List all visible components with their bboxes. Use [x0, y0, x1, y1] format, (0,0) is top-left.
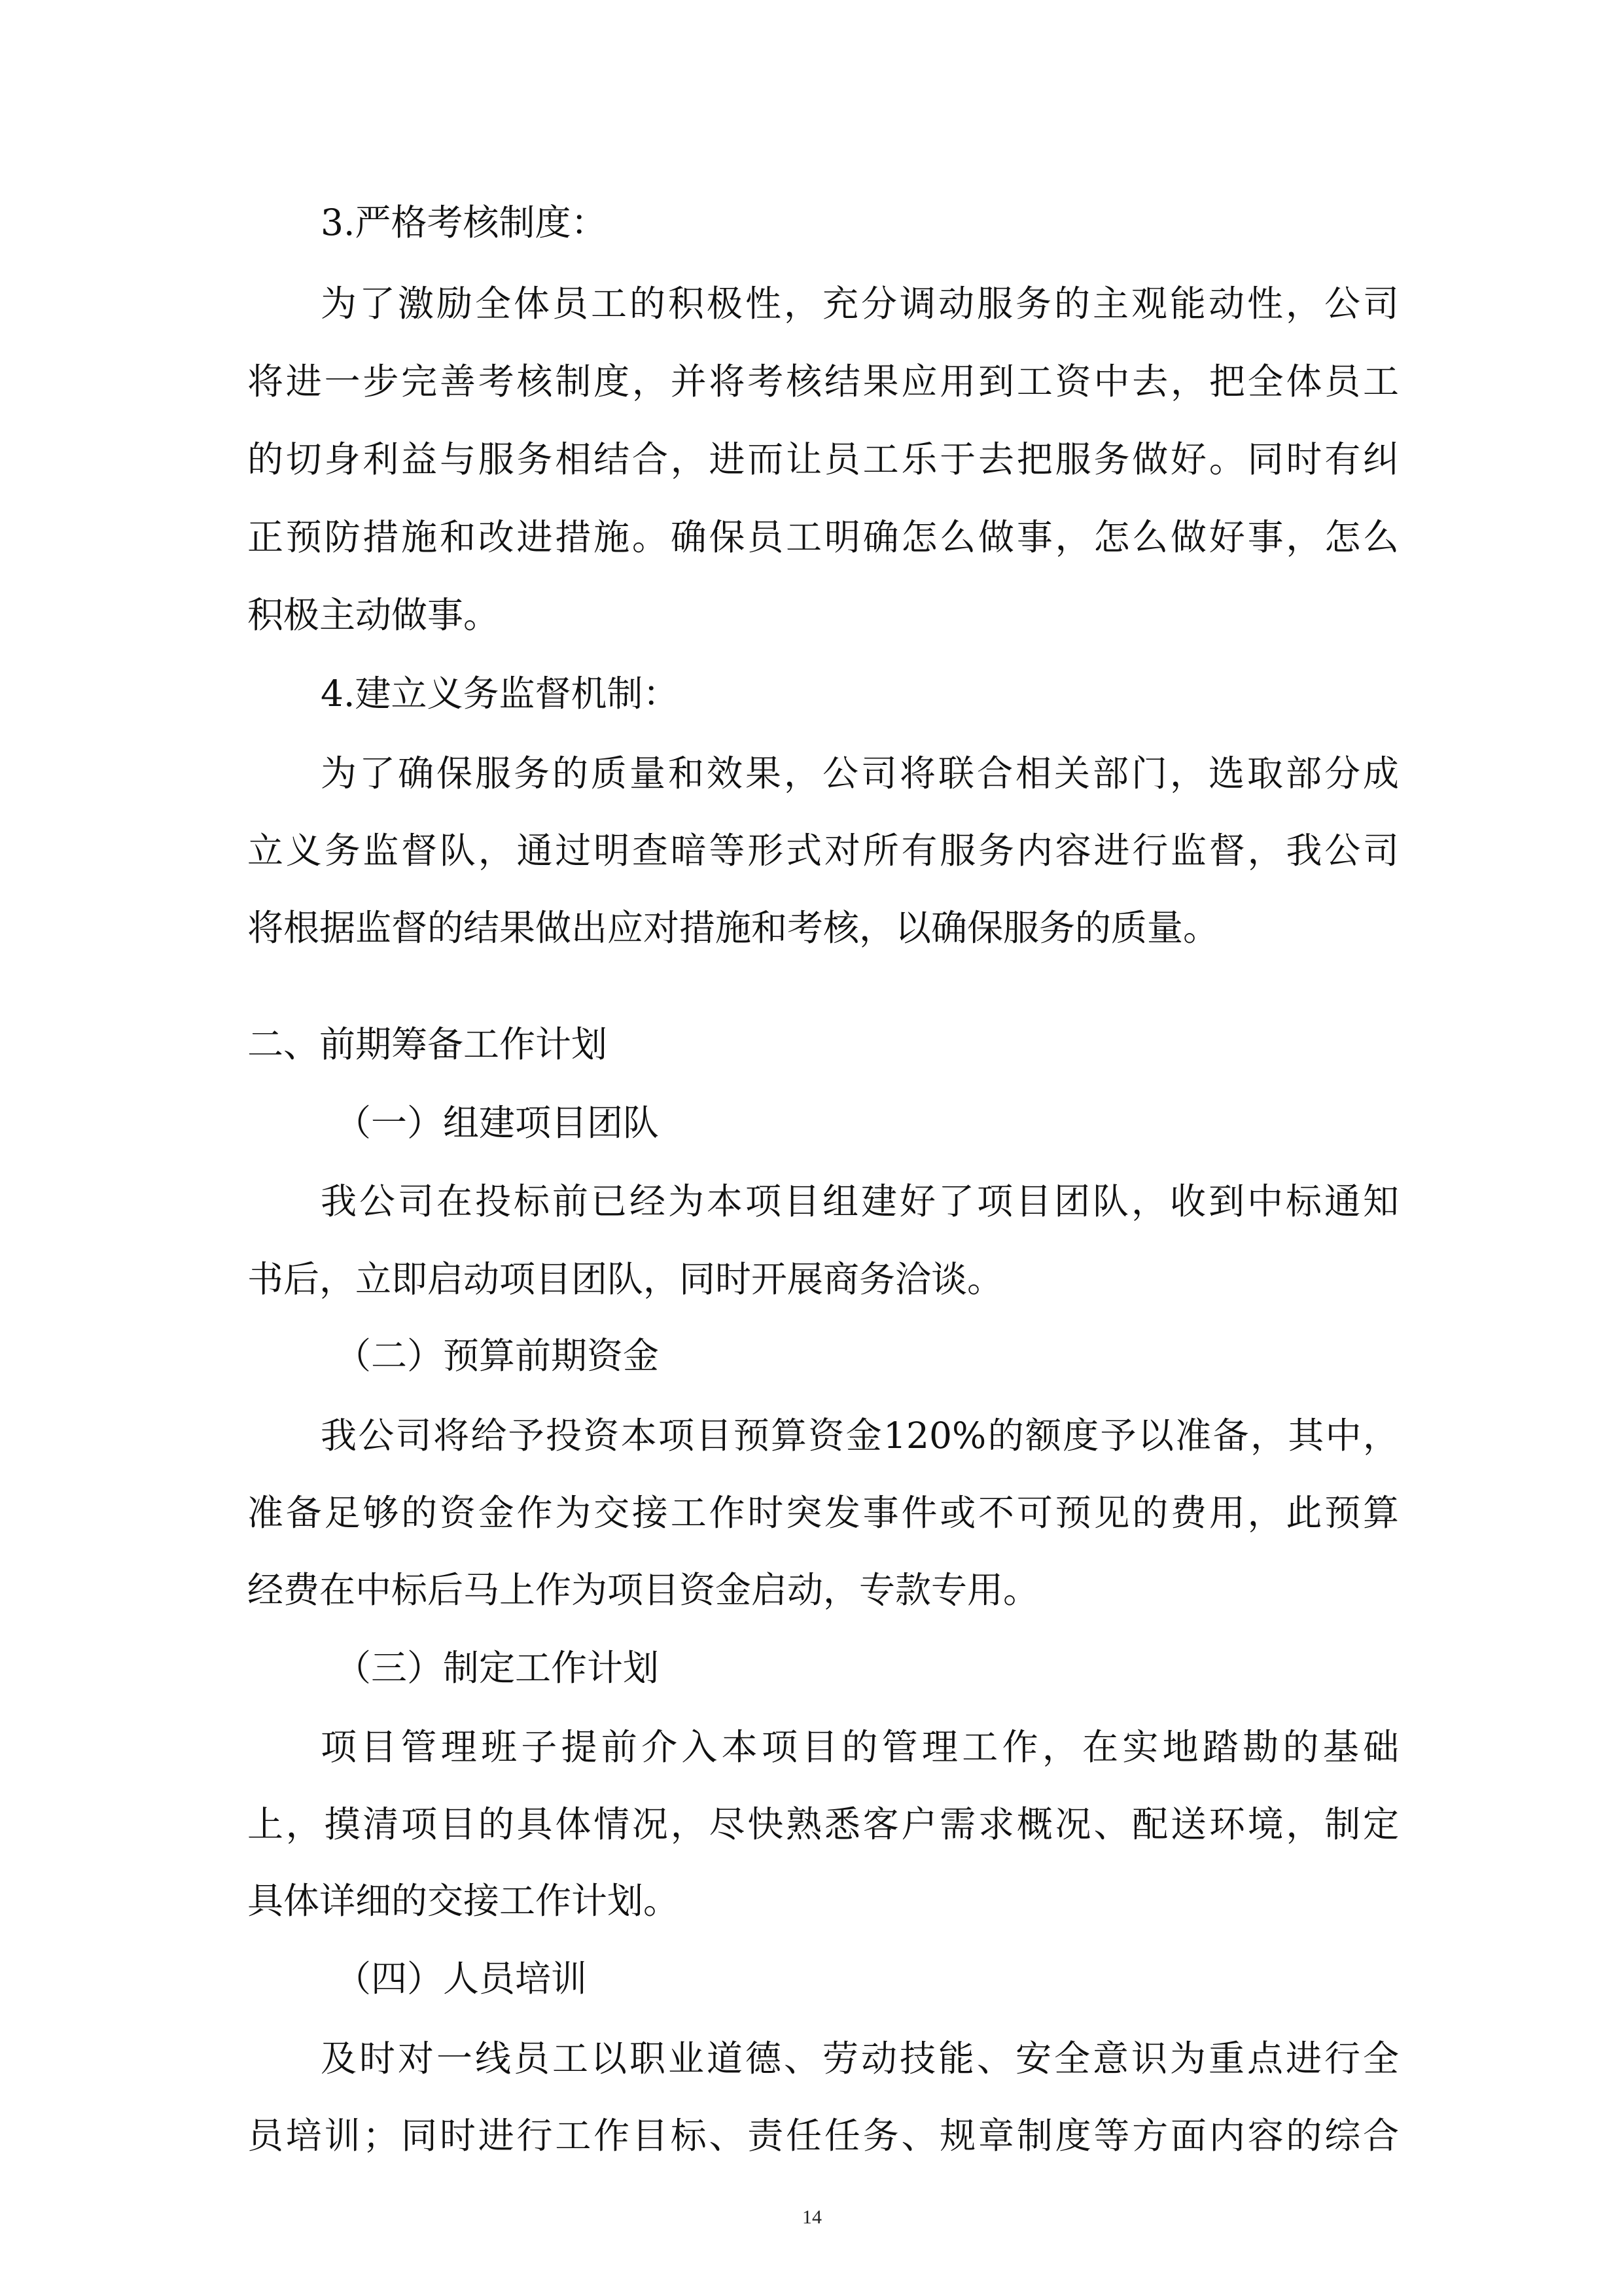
paragraph-line: 员培训；同时进行工作目标、责任任务、规章制度等方面内容的综合: [247, 2115, 1399, 2157]
paragraph-line: 的切身利益与服务相结合，进而让员工乐于去把服务做好。同时有纠: [247, 438, 1399, 480]
paragraph-line: 为了确保服务的质量和效果，公司将联合相关部门，选取部分成: [321, 752, 1399, 794]
paragraph-line: 我公司将给予投资本项目预算资金120%的额度予以准备，其中，: [321, 1415, 1399, 1457]
subheading-build-team: （一）组建项目团队: [335, 1102, 660, 1144]
subheading-staff-training: （四）人员培训: [335, 1958, 588, 2000]
subheading-work-plan: （三）制定工作计划: [335, 1647, 660, 1689]
page-number: 14: [802, 2206, 822, 2228]
heading-strict-assessment: 3.严格考核制度：: [321, 202, 607, 243]
paragraph-line: 及时对一线员工以职业道德、劳动技能、安全意识为重点进行全: [321, 2038, 1399, 2079]
subheading-budget-funds: （二）预算前期资金: [335, 1335, 660, 1377]
paragraph-line: 我公司在投标前已经为本项目组建好了项目团队，收到中标通知: [321, 1180, 1399, 1222]
paragraph-line: 经费在中标后马上作为项目资金启动，专款专用。: [247, 1569, 1040, 1611]
paragraph-line: 准备足够的资金作为交接工作时突发事件或不可预见的费用，此预算: [247, 1492, 1399, 1534]
paragraph-line: 将根据监督的结果做出应对措施和考核，以确保服务的质量。: [247, 907, 1220, 949]
heading-supervision-mechanism: 4.建立义务监督机制：: [321, 673, 679, 715]
section-heading-preparation-plan: 二、前期筹备工作计划: [247, 1023, 608, 1065]
paragraph-line: 为了激励全体员工的积极性，充分调动服务的主观能动性，公司: [321, 283, 1399, 325]
paragraph-line: 上，摸清项目的具体情况，尽快熟悉客户需求概况、配送环境，制定: [247, 1803, 1399, 1845]
paragraph-line: 具体详细的交接工作计划。: [247, 1880, 680, 1922]
paragraph-line: 立义务监督队，通过明查暗等形式对所有服务内容进行监督，我公司: [247, 830, 1399, 872]
paragraph-line: 正预防措施和改进措施。确保员工明确怎么做事，怎么做好事，怎么: [247, 516, 1399, 558]
paragraph-line: 积极主动做事。: [247, 594, 500, 636]
paragraph-line: 项目管理班子提前介入本项目的管理工作，在实地踏勘的基础: [321, 1726, 1399, 1768]
paragraph-line: 书后，立即启动项目团队，同时开展商务洽谈。: [247, 1258, 1004, 1300]
paragraph-line: 将进一步完善考核制度，并将考核结果应用到工资中去，把全体员工: [247, 361, 1399, 402]
